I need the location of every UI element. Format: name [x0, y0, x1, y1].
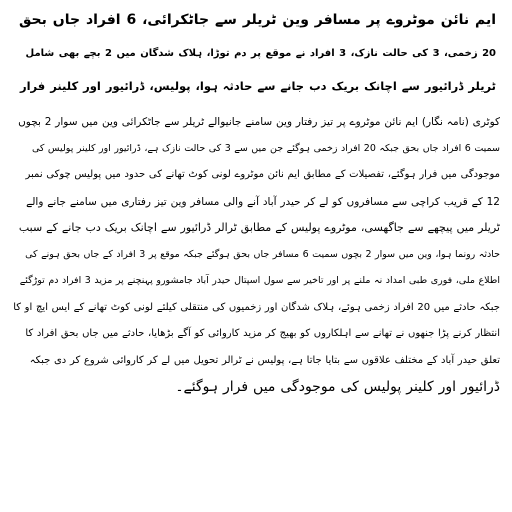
- body-line: حادثہ رونما ہوا، وین میں سوار 2 بچوں سمیت 6 مسافر جاں بحق ہوگئے جبکہ موقع پر 3 افراد کے جاں بحق ہونے کی: [25, 248, 500, 260]
- body-line: جبکہ حادثے میں 20 افراد زخمی ہوئے، ہلاک شدگان اور زخمیوں کی منتقلی کیلئے لونی کوٹ تھانے کے ایس ایچ او کا: [13, 301, 500, 313]
- main-headline: ایم نائن موٹروے پر مسافر وین ٹریلر سے جاٹکرائی، 6 افراد جاں بحق: [18, 12, 496, 28]
- body-line: سمیت 6 افراد جاں بحق جبکہ 20 افراد زخمی ہوگئے جن میں سے 3 کی حالت نازک ہے، ڈرائیور اور کلینر پولیس کی: [31, 142, 500, 154]
- body-line: کوٹری (نامہ نگار) ایم نائن موٹروے پر تیز رفتار وین سامنے جانیوالے ٹریلر سے جاٹکرائی وین میں سوار 2 بچوں: [18, 116, 500, 128]
- article-body: [12, 109, 500, 401]
- sub-headline-cause: ٹریلر ڈرائیور سے اچانک بریک دب جانے سے حادثہ ہوا، پولیس، ڈرائیور اور کلینر فرار: [19, 79, 496, 93]
- body-line: ٹریلر میں پیچھے سے جاگھسی، موٹروے پولیس کے مطابق ٹرالر ڈرائیور سے اچانک بریک دب جانے کے سبب: [18, 221, 500, 234]
- body-line: 12 کے قریب کراچی سے مسافروں کو لے کر حیدر آباد آنے والی مسافر وین تیز رفتاری میں سامنے جانے والے: [26, 195, 500, 208]
- body-line: اطلاع ملی، فوری طبی امداد نہ ملنے پر اور تاخیر سے سول اسپتال حیدر آباد جامشورو پہنچنے پر مزید 3 افراد دم توڑگئے: [19, 275, 500, 286]
- body-line: تعلق حیدر آباد کے مختلف علاقوں سے بتایا جاتا ہے، پولیس نے ٹرالر تحویل میں لے کر کاروائی شروع کر دی جبکہ: [29, 354, 500, 366]
- sub-headline-casualties: 20 زخمی، 3 کی حالت نازک، 3 افراد نے موقع پر دم توڑا، ہلاک شدگان میں 2 بچے بھی شامل: [25, 48, 496, 59]
- body-line: موجودگی میں فرار ہوگئے، تفصیلات کے مطابق ایم نائن موٹروے لونی کوٹ تھانے کی حدود میں پولیس چوکی نمبر: [25, 169, 500, 180]
- headline-block: [12, 4, 500, 103]
- body-line: انتظار کرنے پڑا جنھوں نے تھانے سے اہلکاروں کو بھیج کر مزید کاروائی کو آگے بڑھایا، حادثے میں جاں بحق افراد کا: [25, 328, 500, 339]
- body-line-last: ڈرائیور اور کلینر پولیس کی موجودگی میں فرار ہوگئے۔: [175, 379, 500, 395]
